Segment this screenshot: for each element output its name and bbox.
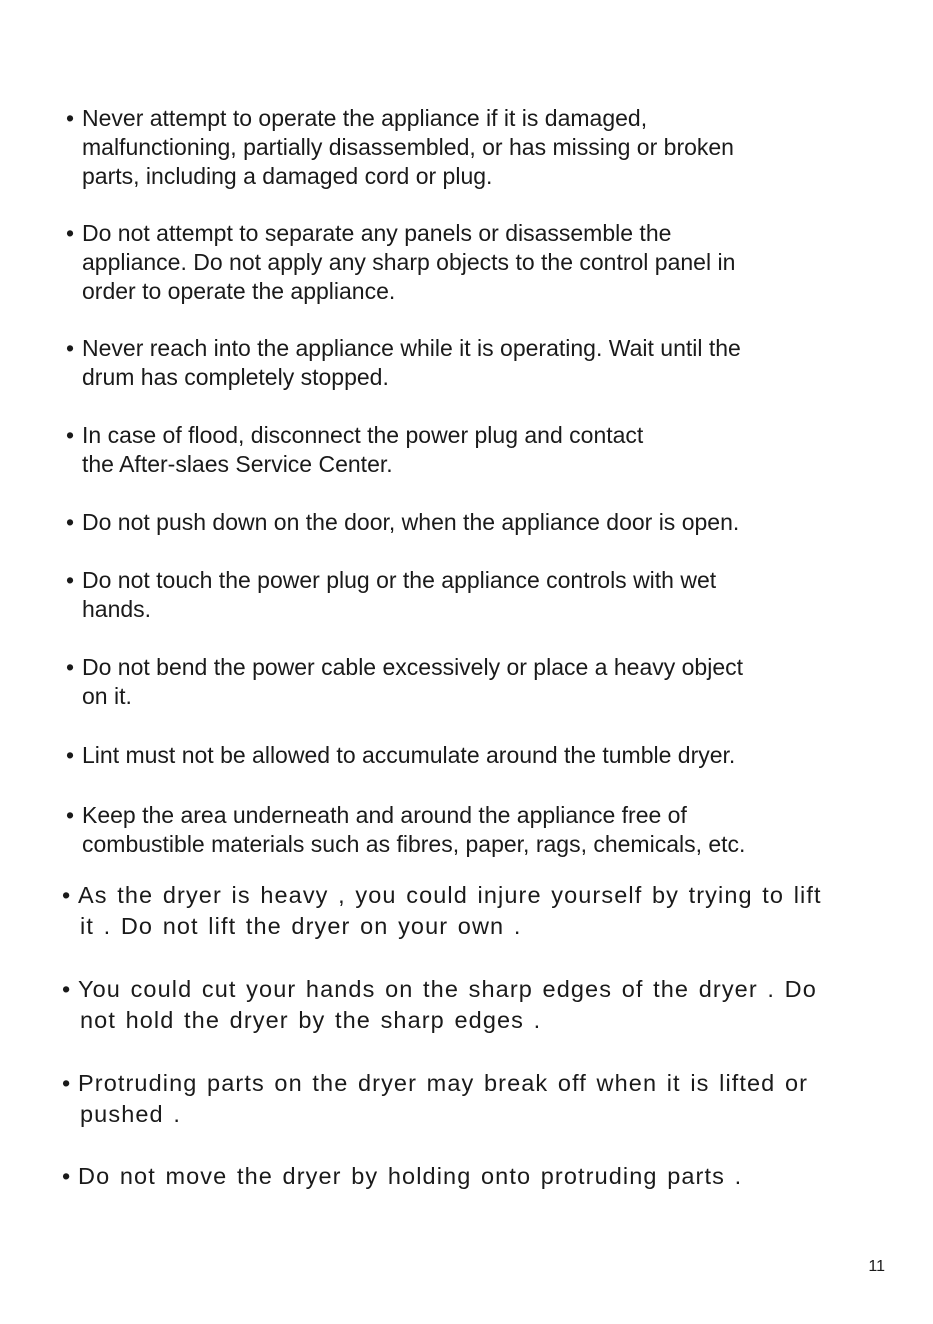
item-text: Keep the area underneath and around the appliance free of — [82, 802, 687, 828]
item-line: order to operate the appliance. — [82, 278, 396, 304]
bullet: • — [66, 742, 75, 768]
item-line — [62, 880, 822, 911]
item-line — [66, 508, 739, 537]
item-line — [66, 566, 716, 595]
bullet: • — [62, 976, 71, 1002]
item-text: Do not touch the power plug or the appliance controls with wet — [82, 567, 717, 593]
item-text: Protruding parts on the dryer may break off when it is lifted or — [78, 1070, 809, 1096]
item-line — [66, 104, 734, 133]
safety-item — [62, 1161, 742, 1192]
safety-item — [66, 334, 741, 392]
bullet: • — [66, 802, 75, 828]
item-line: appliance. Do not apply any sharp objects to the control panel in — [82, 249, 736, 275]
bullet: • — [66, 220, 75, 246]
item-text: In case of flood, disconnect the power plug and contact — [82, 422, 644, 448]
item-line — [62, 1161, 742, 1192]
item-line: combustible materials such as fibres, paper, rags, chemicals, etc. — [82, 831, 746, 857]
item-line: on it. — [82, 683, 132, 709]
item-line: it . Do not lift the dryer on your own . — [80, 913, 522, 939]
item-line — [66, 653, 743, 682]
item-line — [66, 421, 643, 450]
item-text: Do not bend the power cable excessively or place a heavy object — [82, 654, 744, 680]
item-line: pushed . — [80, 1101, 181, 1127]
bullet: • — [66, 509, 75, 535]
item-text: You could cut your hands on the sharp edges of the dryer . Do — [78, 976, 817, 1002]
bullet: • — [66, 567, 75, 593]
item-line — [66, 801, 745, 830]
safety-item — [66, 508, 739, 537]
safety-item — [66, 421, 643, 479]
item-line — [62, 1068, 808, 1099]
safety-item — [62, 880, 822, 942]
item-line: drum has completely stopped. — [82, 364, 389, 390]
item-text: Lint must not be allowed to accumulate around the tumble dryer. — [82, 742, 736, 768]
safety-item — [66, 104, 734, 191]
item-text: Do not push down on the door, when the appliance door is open. — [82, 509, 740, 535]
safety-item — [66, 653, 743, 711]
bullet: • — [62, 1163, 71, 1189]
bullet: • — [66, 654, 75, 680]
item-line — [62, 974, 817, 1005]
page-number: 11 — [868, 1258, 885, 1275]
item-line: the After-slaes Service Center. — [82, 451, 393, 477]
item-line — [66, 219, 735, 248]
safety-item — [66, 801, 745, 859]
item-text: Do not move the dryer by holding onto protruding parts . — [78, 1163, 743, 1189]
safety-item — [66, 219, 735, 306]
item-line: parts, including a damaged cord or plug. — [82, 163, 493, 189]
item-text: Do not attempt to separate any panels or disassemble the — [82, 220, 672, 246]
bullet: • — [66, 105, 75, 131]
safety-item — [62, 1068, 808, 1130]
safety-item — [66, 566, 716, 624]
bullet: • — [66, 422, 75, 448]
item-line: malfunctioning, partially disassembled, or has missing or broken — [82, 134, 734, 160]
item-text: As the dryer is heavy , you could injure yourself by trying to lift — [78, 882, 822, 908]
item-line — [66, 334, 741, 363]
item-text: Never attempt to operate the appliance if it is damaged, — [82, 105, 648, 131]
bullet: • — [66, 335, 75, 361]
item-line: hands. — [82, 596, 152, 622]
item-line — [66, 741, 735, 770]
safety-item — [66, 741, 735, 770]
item-text: Never reach into the appliance while it is operating. Wait until the — [82, 335, 741, 361]
bullet: • — [62, 882, 71, 908]
safety-item — [62, 974, 817, 1036]
bullet: • — [62, 1070, 71, 1096]
item-line: not hold the dryer by the sharp edges . — [80, 1007, 542, 1033]
